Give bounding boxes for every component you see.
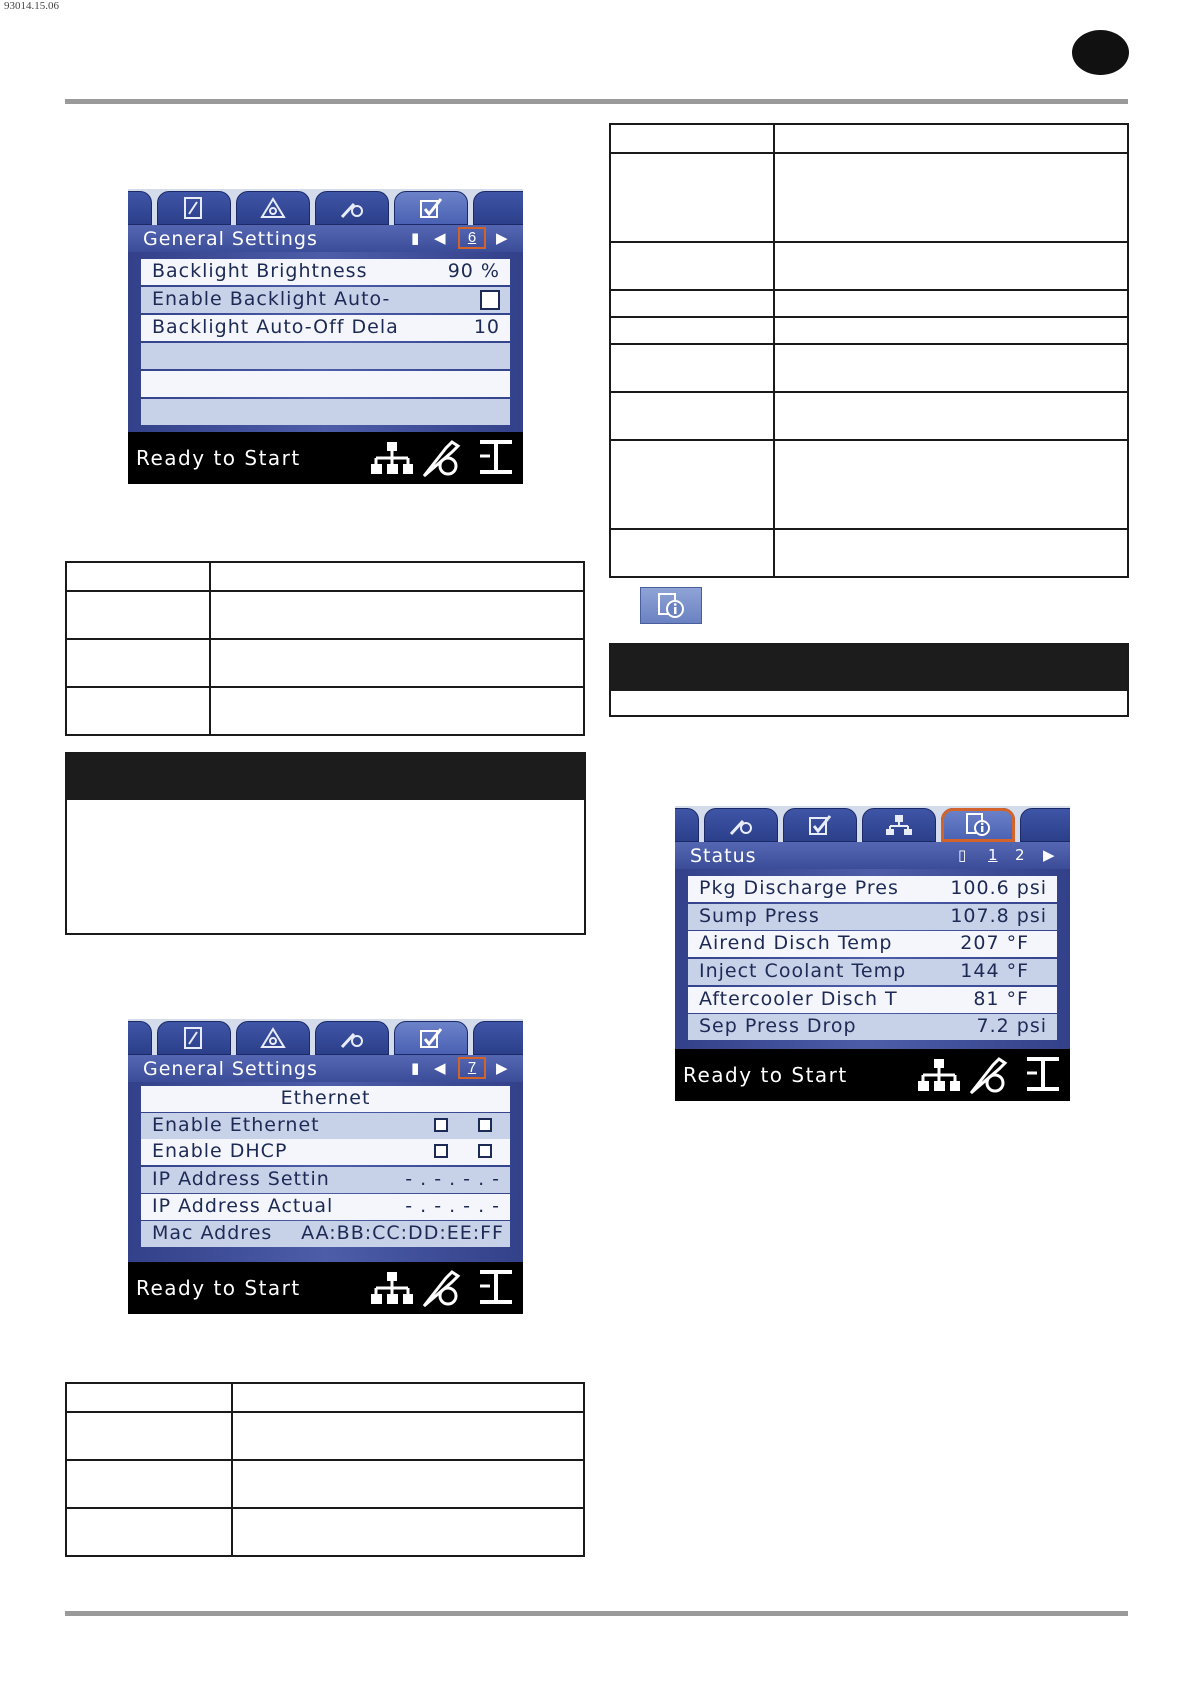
table-cell [774, 153, 1128, 242]
table-cell [610, 344, 774, 392]
status-row[interactable] [688, 876, 1057, 902]
table-cell [774, 344, 1128, 392]
table-cell [210, 591, 584, 639]
page-one[interactable]: 1 [988, 846, 998, 864]
table-cell [610, 317, 774, 344]
load-icon[interactable] [476, 438, 516, 476]
status-row[interactable] [688, 904, 1057, 930]
table-cell [774, 440, 1128, 529]
tab-bar [128, 189, 523, 225]
status-label: Inject Coolant Temp [699, 960, 907, 982]
ethernet-checkbox-1[interactable] [434, 1118, 448, 1132]
setting-label: IP Address Actual [152, 1195, 334, 1217]
report-icon [181, 196, 207, 220]
tab-maintenance[interactable] [315, 191, 389, 225]
page-icon: ▮ [411, 229, 420, 247]
controller-screen-general-settings-7 [128, 1019, 523, 1314]
page-icon: ▯ [958, 846, 967, 864]
tab-alarm[interactable] [236, 191, 310, 225]
setting-row[interactable] [141, 1194, 510, 1220]
table-cell [610, 440, 774, 529]
setting-row[interactable] [141, 315, 510, 341]
table-cell [66, 591, 210, 639]
table-cell [210, 562, 584, 591]
next-page-icon[interactable]: ▶ [1043, 846, 1055, 864]
empty-row [141, 371, 510, 397]
status-value: 207 °F [960, 932, 1029, 954]
status-value: 144 °F [960, 960, 1029, 982]
status-value: 81 °F [973, 988, 1029, 1010]
setting-row[interactable] [141, 1167, 510, 1193]
table-cell [66, 1383, 232, 1412]
table-1 [65, 561, 585, 736]
setting-row[interactable] [141, 287, 510, 313]
screen-title: General Settings [143, 228, 318, 250]
status-row[interactable] [688, 931, 1057, 957]
table-cell [610, 290, 774, 317]
table-cell [610, 153, 774, 242]
table-cell [774, 290, 1128, 317]
status-label: Sump Press [699, 905, 820, 927]
tab-report[interactable] [157, 191, 231, 225]
status-label: Sep Press Drop [699, 1015, 857, 1037]
table-cell [610, 124, 774, 153]
status-label: Pkg Discharge Pres [699, 877, 899, 899]
controller-screen-status [675, 806, 1070, 1101]
wrench-gear-icon [338, 196, 366, 220]
status-text: Ready to Start [683, 1063, 848, 1087]
settings-panel [128, 1082, 523, 1262]
language-marker [1072, 30, 1129, 75]
tab-partial-left[interactable] [675, 808, 699, 842]
status-bar [675, 1049, 1070, 1101]
settings-panel [128, 252, 523, 432]
setting-value: - . - . - . - [405, 1195, 500, 1217]
table-cell [232, 1460, 584, 1508]
screen-title: Status [690, 845, 757, 867]
service-wrench-icon[interactable] [420, 1268, 464, 1310]
page-indicator[interactable]: 7 [458, 1057, 486, 1079]
note-header [611, 645, 1127, 691]
info-document-icon [656, 592, 686, 620]
alarm-icon [259, 196, 287, 220]
note-box [609, 643, 1129, 717]
table-cell [774, 529, 1128, 577]
prev-page-icon[interactable]: ◀ [434, 229, 446, 247]
setting-value: - . - . - . - [405, 1168, 500, 1190]
page-indicator[interactable]: 6 [458, 227, 486, 249]
setting-label: IP Address Settin [152, 1168, 330, 1190]
tab-partial-right[interactable] [473, 1021, 523, 1055]
status-row[interactable] [688, 1014, 1057, 1040]
setting-label: Backlight Brightness [152, 260, 368, 282]
setting-row[interactable] [141, 1221, 510, 1247]
setting-value: 90 % [447, 260, 500, 282]
tab-maintenance[interactable] [315, 1021, 389, 1055]
table-cell [774, 124, 1128, 153]
table-cell [774, 392, 1128, 440]
table-cell [66, 562, 210, 591]
checkbox-icon [417, 1026, 445, 1050]
note-box [65, 752, 586, 935]
network-icon [370, 1268, 414, 1308]
tab-partial-right[interactable] [1020, 808, 1070, 842]
footer-rule [65, 1611, 1128, 1616]
network-icon [370, 438, 414, 478]
section-header-row [141, 1086, 510, 1112]
setting-value: 10 [473, 316, 500, 338]
tab-partial-left[interactable] [128, 191, 152, 225]
status-value: 107.8 psi [950, 905, 1047, 927]
status-bar [128, 1262, 523, 1314]
tab-settings[interactable] [783, 808, 857, 842]
setting-label: Enable Backlight Auto- [152, 288, 391, 310]
tab-bar [675, 806, 1070, 842]
tab-status-info[interactable] [941, 808, 1015, 842]
setting-label: Enable Ethernet [152, 1114, 320, 1136]
table-cell [774, 317, 1128, 344]
checkbox-icon [417, 196, 445, 220]
load-icon[interactable] [476, 1268, 516, 1306]
table-cell [210, 687, 584, 735]
note-header [67, 754, 584, 800]
status-panel [675, 869, 1070, 1049]
checkbox-icon [806, 813, 834, 837]
table-cell [232, 1383, 584, 1412]
tab-maintenance[interactable] [704, 808, 778, 842]
tab-partial-left[interactable] [128, 1021, 152, 1055]
status-row[interactable] [688, 959, 1057, 985]
tab-bar [128, 1019, 523, 1055]
screen-titlebar [128, 225, 523, 252]
ethernet-checkbox-2[interactable] [478, 1118, 492, 1132]
tab-settings[interactable] [394, 1021, 468, 1055]
status-text: Ready to Start [136, 1276, 301, 1300]
table-cell [232, 1412, 584, 1460]
table-cell [774, 242, 1128, 290]
wrench-gear-icon [338, 1026, 366, 1050]
page-two[interactable]: 2 [1015, 846, 1025, 864]
table-cell [66, 1508, 232, 1556]
status-label: Airend Disch Temp [699, 932, 893, 954]
empty-row [141, 343, 510, 369]
tab-settings[interactable] [394, 191, 468, 225]
setting-row[interactable] [141, 1139, 510, 1165]
alarm-icon [259, 1026, 287, 1050]
backlight-auto-checkbox[interactable] [480, 290, 500, 310]
screen-title: General Settings [143, 1058, 318, 1080]
tab-network[interactable] [862, 808, 936, 842]
tab-alarm[interactable] [236, 1021, 310, 1055]
next-page-icon[interactable]: ▶ [496, 1059, 508, 1077]
service-wrench-icon[interactable] [420, 438, 464, 480]
setting-label: Backlight Auto-Off Dela [152, 316, 399, 338]
table-cell [66, 1460, 232, 1508]
table-3 [609, 123, 1129, 578]
report-icon [181, 1026, 207, 1050]
table-cell [232, 1508, 584, 1556]
table-cell [66, 687, 210, 735]
header-rule [65, 99, 1128, 104]
section-header: Ethernet [280, 1087, 371, 1109]
screen-titlebar [675, 842, 1070, 869]
setting-value: AA:BB:CC:DD:EE:FF [301, 1222, 504, 1244]
status-row[interactable] [688, 987, 1057, 1013]
page-icon: ▮ [411, 1059, 420, 1077]
status-label: Aftercooler Disch T [699, 988, 898, 1010]
table-cell [610, 529, 774, 577]
table-cell [66, 1412, 232, 1460]
status-value: 100.6 psi [950, 877, 1047, 899]
wrench-gear-icon [727, 813, 755, 837]
setting-label: Mac Addres [152, 1222, 273, 1244]
screen-titlebar [128, 1055, 523, 1082]
status-value: 7.2 psi [976, 1015, 1047, 1037]
dhcp-checkbox-2[interactable] [478, 1144, 492, 1158]
controller-screen-general-settings-6 [128, 189, 523, 484]
table-cell [610, 392, 774, 440]
prev-page-icon[interactable]: ◀ [434, 1059, 446, 1077]
load-icon[interactable] [1023, 1055, 1063, 1093]
document-number: 93014.15.06 [4, 0, 59, 12]
table-2 [65, 1382, 585, 1557]
network-icon [917, 1055, 961, 1095]
status-bar [128, 432, 523, 484]
network-tab-icon [885, 813, 913, 837]
status-text: Ready to Start [136, 446, 301, 470]
info-document-icon [964, 812, 992, 838]
table-cell [610, 242, 774, 290]
next-page-icon[interactable]: ▶ [496, 229, 508, 247]
tab-partial-right[interactable] [473, 191, 523, 225]
empty-row [141, 399, 510, 425]
setting-row[interactable] [141, 259, 510, 285]
setting-label: Enable DHCP [152, 1140, 288, 1162]
status-info-tab-icon [640, 587, 702, 624]
table-cell [210, 639, 584, 687]
table-cell [66, 639, 210, 687]
tab-report[interactable] [157, 1021, 231, 1055]
service-wrench-icon[interactable] [967, 1055, 1011, 1097]
dhcp-checkbox-1[interactable] [434, 1144, 448, 1158]
setting-row[interactable] [141, 1113, 510, 1139]
